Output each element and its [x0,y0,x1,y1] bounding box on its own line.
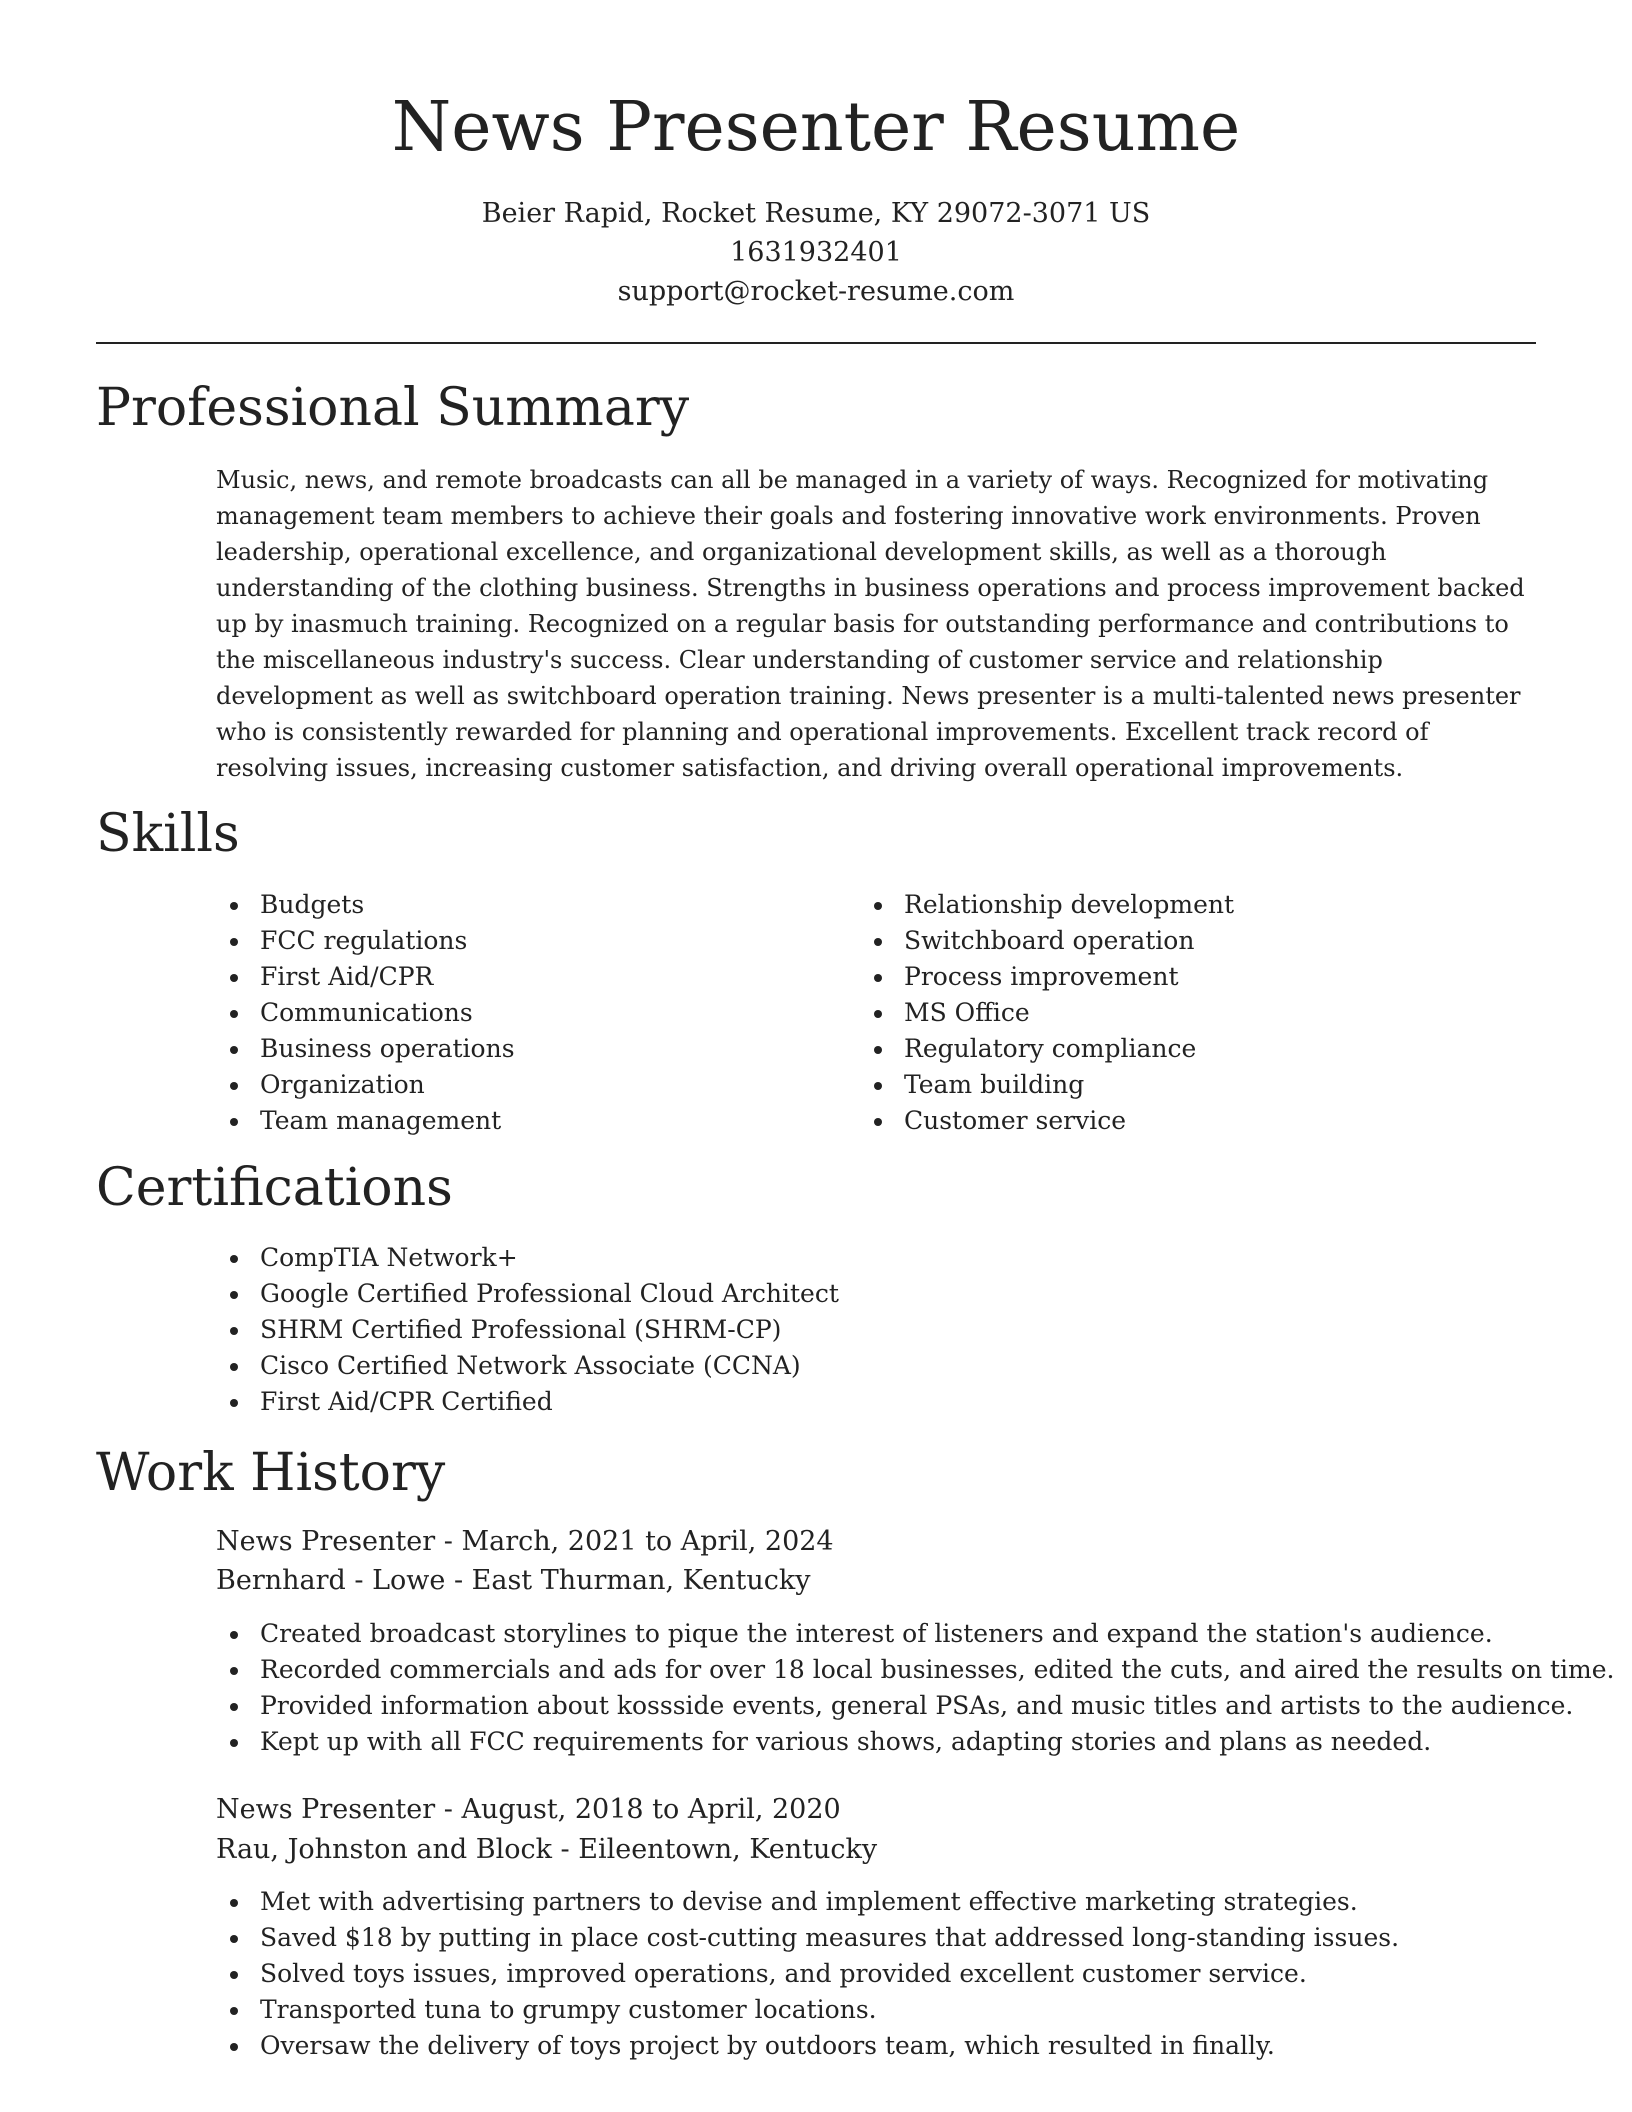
resume-title: News Presenter Resume [391,88,1241,167]
list-item: CompTIA Network+ [216,1240,839,1276]
list-item: Communications [216,995,515,1031]
list-item: Oversaw the delivery of toys project by outdoors team, which resulted in finally. [216,2028,1399,2064]
job-2-bullets [216,1884,1399,2064]
skills-list-right [860,887,1234,1139]
summary-heading: Professional Summary [96,378,690,438]
job-2-role: News Presenter - August, 2018 to April, 2020 [216,1794,841,1825]
list-item: Budgets [216,887,515,923]
list-item: Recorded commercials and ads for over 18 local businesses, edited the cuts, and aired the results on time. [216,1652,1615,1688]
list-item: Process improvement [860,959,1234,995]
list-item: Met with advertising partners to devise and implement effective marketing strategies. [216,1884,1399,1920]
list-item: Team management [216,1103,515,1139]
job-1-role: News Presenter - March, 2021 to April, 2024 [216,1526,834,1557]
address: Beier Rapid, Rocket Resume, KY 29072-3071 US [481,198,1151,229]
list-item: Cisco Certified Network Associate (CCNA) [216,1348,839,1384]
list-item: Team building [860,1067,1234,1103]
list-item: Solved toys issues, improved operations, and provided excellent customer service. [216,1956,1399,1992]
header-divider [96,342,1536,344]
list-item: First Aid/CPR Certified [216,1384,839,1420]
contact-info [96,194,1536,311]
list-item: Organization [216,1067,515,1103]
certifications-heading: Certifications [96,1158,453,1218]
job-1-company: Bernhard - Lowe - East Thurman, Kentucky [216,1565,811,1596]
list-item: Regulatory compliance [860,1031,1234,1067]
list-item: Kept up with all FCC requirements for various shows, adapting stories and plans as needed. [216,1724,1615,1760]
list-item: Transported tuna to grumpy customer locations. [216,1992,1399,2028]
list-item: SHRM Certified Professional (SHRM-CP) [216,1312,839,1348]
list-item: Relationship development [860,887,1234,923]
list-item: FCC regulations [216,923,515,959]
work-history-heading: Work History [96,1443,446,1503]
certifications-list [216,1240,839,1420]
skills-list-left [216,887,515,1139]
list-item: Customer service [860,1103,1234,1139]
list-item: Switchboard operation [860,923,1234,959]
job-2-company: Rau, Johnston and Block - Eileentown, Kentucky [216,1834,878,1865]
list-item: Business operations [216,1031,515,1067]
list-item: Saved $18 by putting in place cost-cutting measures that addressed long-standing issues. [216,1920,1399,1956]
summary-text: Music, news, and remote broadcasts can all be managed in a variety of ways. Recognized for motivating management team members to achieve their goals and fostering innovative work environments. Proven leadership, operational excellence, and organizational development skills, as well as a thorough understanding of the clothing business. Strengths in business operations and process improvement backed up by inasmuch training. Recognized on a regular basis for outstanding performance and contributions to the miscellaneous industry's success. Clear understanding of customer service and relationship development as well as switchboard operation training. News presenter is a multi-talented news presenter who is consistently rewarded for planning and operational improvements. Excellent track record of resolving issues, increasing customer satisfaction, and driving overall operational improvements. [216,466,1525,782]
list-item: MS Office [860,995,1234,1031]
list-item: First Aid/CPR [216,959,515,995]
list-item: Created broadcast storylines to pique the interest of listeners and expand the station's audience. [216,1616,1615,1652]
skills-heading: Skills [96,804,240,864]
list-item: Provided information about kossside events, general PSAs, and music titles and artists to the audience. [216,1688,1615,1724]
list-item: Google Certified Professional Cloud Architect [216,1276,839,1312]
phone: 1631932401 [730,237,902,268]
email: support@rocket-resume.com [617,276,1015,307]
job-1-bullets [216,1616,1615,1760]
resume-header [96,88,1536,311]
